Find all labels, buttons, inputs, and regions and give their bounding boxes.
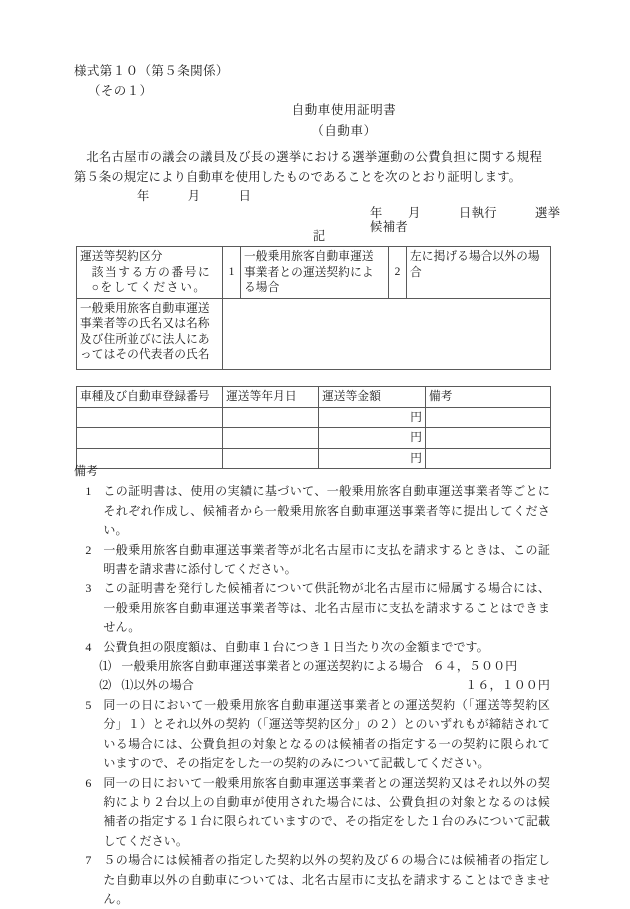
contract-classification-label: 運送等契約区分 — [80, 250, 163, 263]
header-vehicle-registration: 車種及び自動車登録番号 — [77, 387, 223, 408]
note-text: この証明書は、使用の実績に基づいて、一般乗用旅客自動車運送事業者等ごとにそれぞれ作成し、候補者から一般乗用旅客自動車運送事業者等に提出してください。 — [103, 484, 550, 538]
note-sub-item — [74, 676, 550, 695]
currency-suffix: 円 — [410, 410, 422, 424]
vehicle-fare-table — [76, 386, 551, 469]
currency-suffix: 円 — [410, 451, 422, 465]
header-transport-date: 運送等年月日 — [223, 387, 319, 408]
option-2-number: 2 — [389, 247, 407, 299]
certification-date-line: 年 月 日 — [137, 189, 252, 203]
cell-remarks[interactable] — [426, 428, 551, 449]
operator-name-label: 一般乗用旅客自動車運送事業者等の氏名又は名称及び住所並びに法人にあってはその代表者の氏名 — [77, 298, 223, 369]
note-marker: 7 — [85, 853, 92, 868]
option-1-number: 1 — [223, 247, 241, 299]
note-marker: 3 — [85, 581, 92, 596]
note-sub-amount: １６，１００円 — [465, 678, 550, 693]
note-text: 一般乗用旅客自動車運送事業者等が北名古屋市に支払を請求するときは、この証明書を請求書に添付してください。 — [103, 542, 550, 577]
note-text: この証明書を発行した候補者について供託物が北名古屋市に帰属する場合には、一般乗用旅客自動車運送事業者等は、北名古屋市に支払を請求することはできません。 — [103, 581, 550, 635]
note-marker: 1 — [85, 484, 92, 499]
header-remarks: 備考 — [426, 387, 551, 408]
note-item — [74, 774, 550, 852]
note-item — [74, 482, 550, 540]
cell-transport-amount[interactable] — [319, 428, 426, 449]
note-sub-item — [74, 657, 550, 676]
note-item — [74, 638, 550, 657]
table-header-row — [77, 387, 551, 408]
currency-suffix: 円 — [410, 431, 422, 444]
ki-mark: 記 — [312, 229, 326, 243]
cell-transport-amount[interactable] — [319, 407, 426, 428]
preamble-text — [74, 147, 542, 187]
note-text: 同一の日において一般乗用旅客自動車運送事業者との運送契約又はそれ以外の契約により２台以上の自動車が使用された場合には、公費負担の対象となるのは候補者の指定する１台に限られていますので、その指定をした１台のみについて記載してください。 — [103, 775, 550, 848]
note-marker: 6 — [85, 775, 92, 790]
note-item — [74, 851, 550, 909]
note-text: 公費負担の限度額は、自動車１台につき１日当たり次の金額までです。 — [103, 639, 489, 654]
cell-remarks[interactable] — [426, 407, 551, 428]
note-marker: 4 — [85, 639, 92, 654]
table-row — [77, 428, 551, 449]
document-subtitle: （自動車） — [311, 124, 377, 138]
header-transport-amount: 運送等金額 — [319, 387, 426, 408]
notes-section — [74, 462, 550, 909]
note-text: 同一の日において一般乗用旅客自動車運送事業者との運送契約（「運送等契約区分」１）とそれ以外の契約（「運送等契約区分」の２）とのいずれもが締結されている場合には、公費負担の対象となるのは候補者の指定する一の契約に限られていますので、その指定をした一の契約のみについて記載してください。 — [103, 697, 550, 771]
note-text: ５の場合には候補者の指定した契約以外の契約及び６の場合には候補者の指定した自動車以外の自動車については、北名古屋市に支払を請求することはできません。 — [103, 853, 550, 906]
form-sub-number: （その１） — [88, 84, 153, 98]
cell-vehicle-registration[interactable] — [77, 428, 223, 449]
note-marker: 2 — [85, 542, 92, 557]
form-number: 様式第１０（第５条関係） — [74, 64, 229, 78]
note-item — [74, 696, 550, 774]
contract-classification-label-cell — [77, 247, 223, 299]
note-item — [74, 579, 550, 637]
note-sub-text: 一般乗用旅客自動車運送事業者との運送契約による場合 — [121, 659, 424, 674]
cell-transport-date[interactable] — [223, 407, 319, 428]
table-row — [77, 298, 551, 369]
note-sub-marker: ⑴ — [99, 659, 112, 674]
table-row — [77, 407, 551, 428]
contract-classification-table — [76, 246, 551, 370]
cell-transport-date[interactable] — [223, 428, 319, 449]
note-sub-text: ⑴以外の場合 — [121, 678, 194, 693]
election-execution-line: 年 月 日執行 選挙 — [370, 206, 561, 220]
option-1-text: 一般乗用旅客自動車運送事業者との運送契約による場合 — [241, 247, 389, 299]
candidate-label: 候補者 — [370, 220, 409, 234]
contract-classification-instruction: 該当する方の番号に○をしてください。 — [91, 265, 212, 294]
note-marker: 5 — [85, 697, 92, 712]
notes-title: 備考 — [74, 464, 99, 478]
table-row — [77, 247, 551, 299]
document-title: 自動車使用証明書 — [291, 103, 397, 117]
note-sub-amount: ６４，５００円 — [432, 659, 518, 674]
cell-vehicle-registration[interactable] — [77, 407, 223, 428]
note-item — [74, 541, 550, 580]
operator-name-input[interactable] — [223, 298, 551, 369]
note-sub-marker: ⑵ — [99, 678, 112, 693]
preamble-body: 北名古屋市の議会の議員及び長の選挙における選挙運動の公費負担に関する規程第５条の規定により自動車を使用したものであることを次のとおり証明します。 — [74, 150, 542, 184]
option-2-text: 左に掲げる場合以外の場合 — [407, 247, 551, 299]
